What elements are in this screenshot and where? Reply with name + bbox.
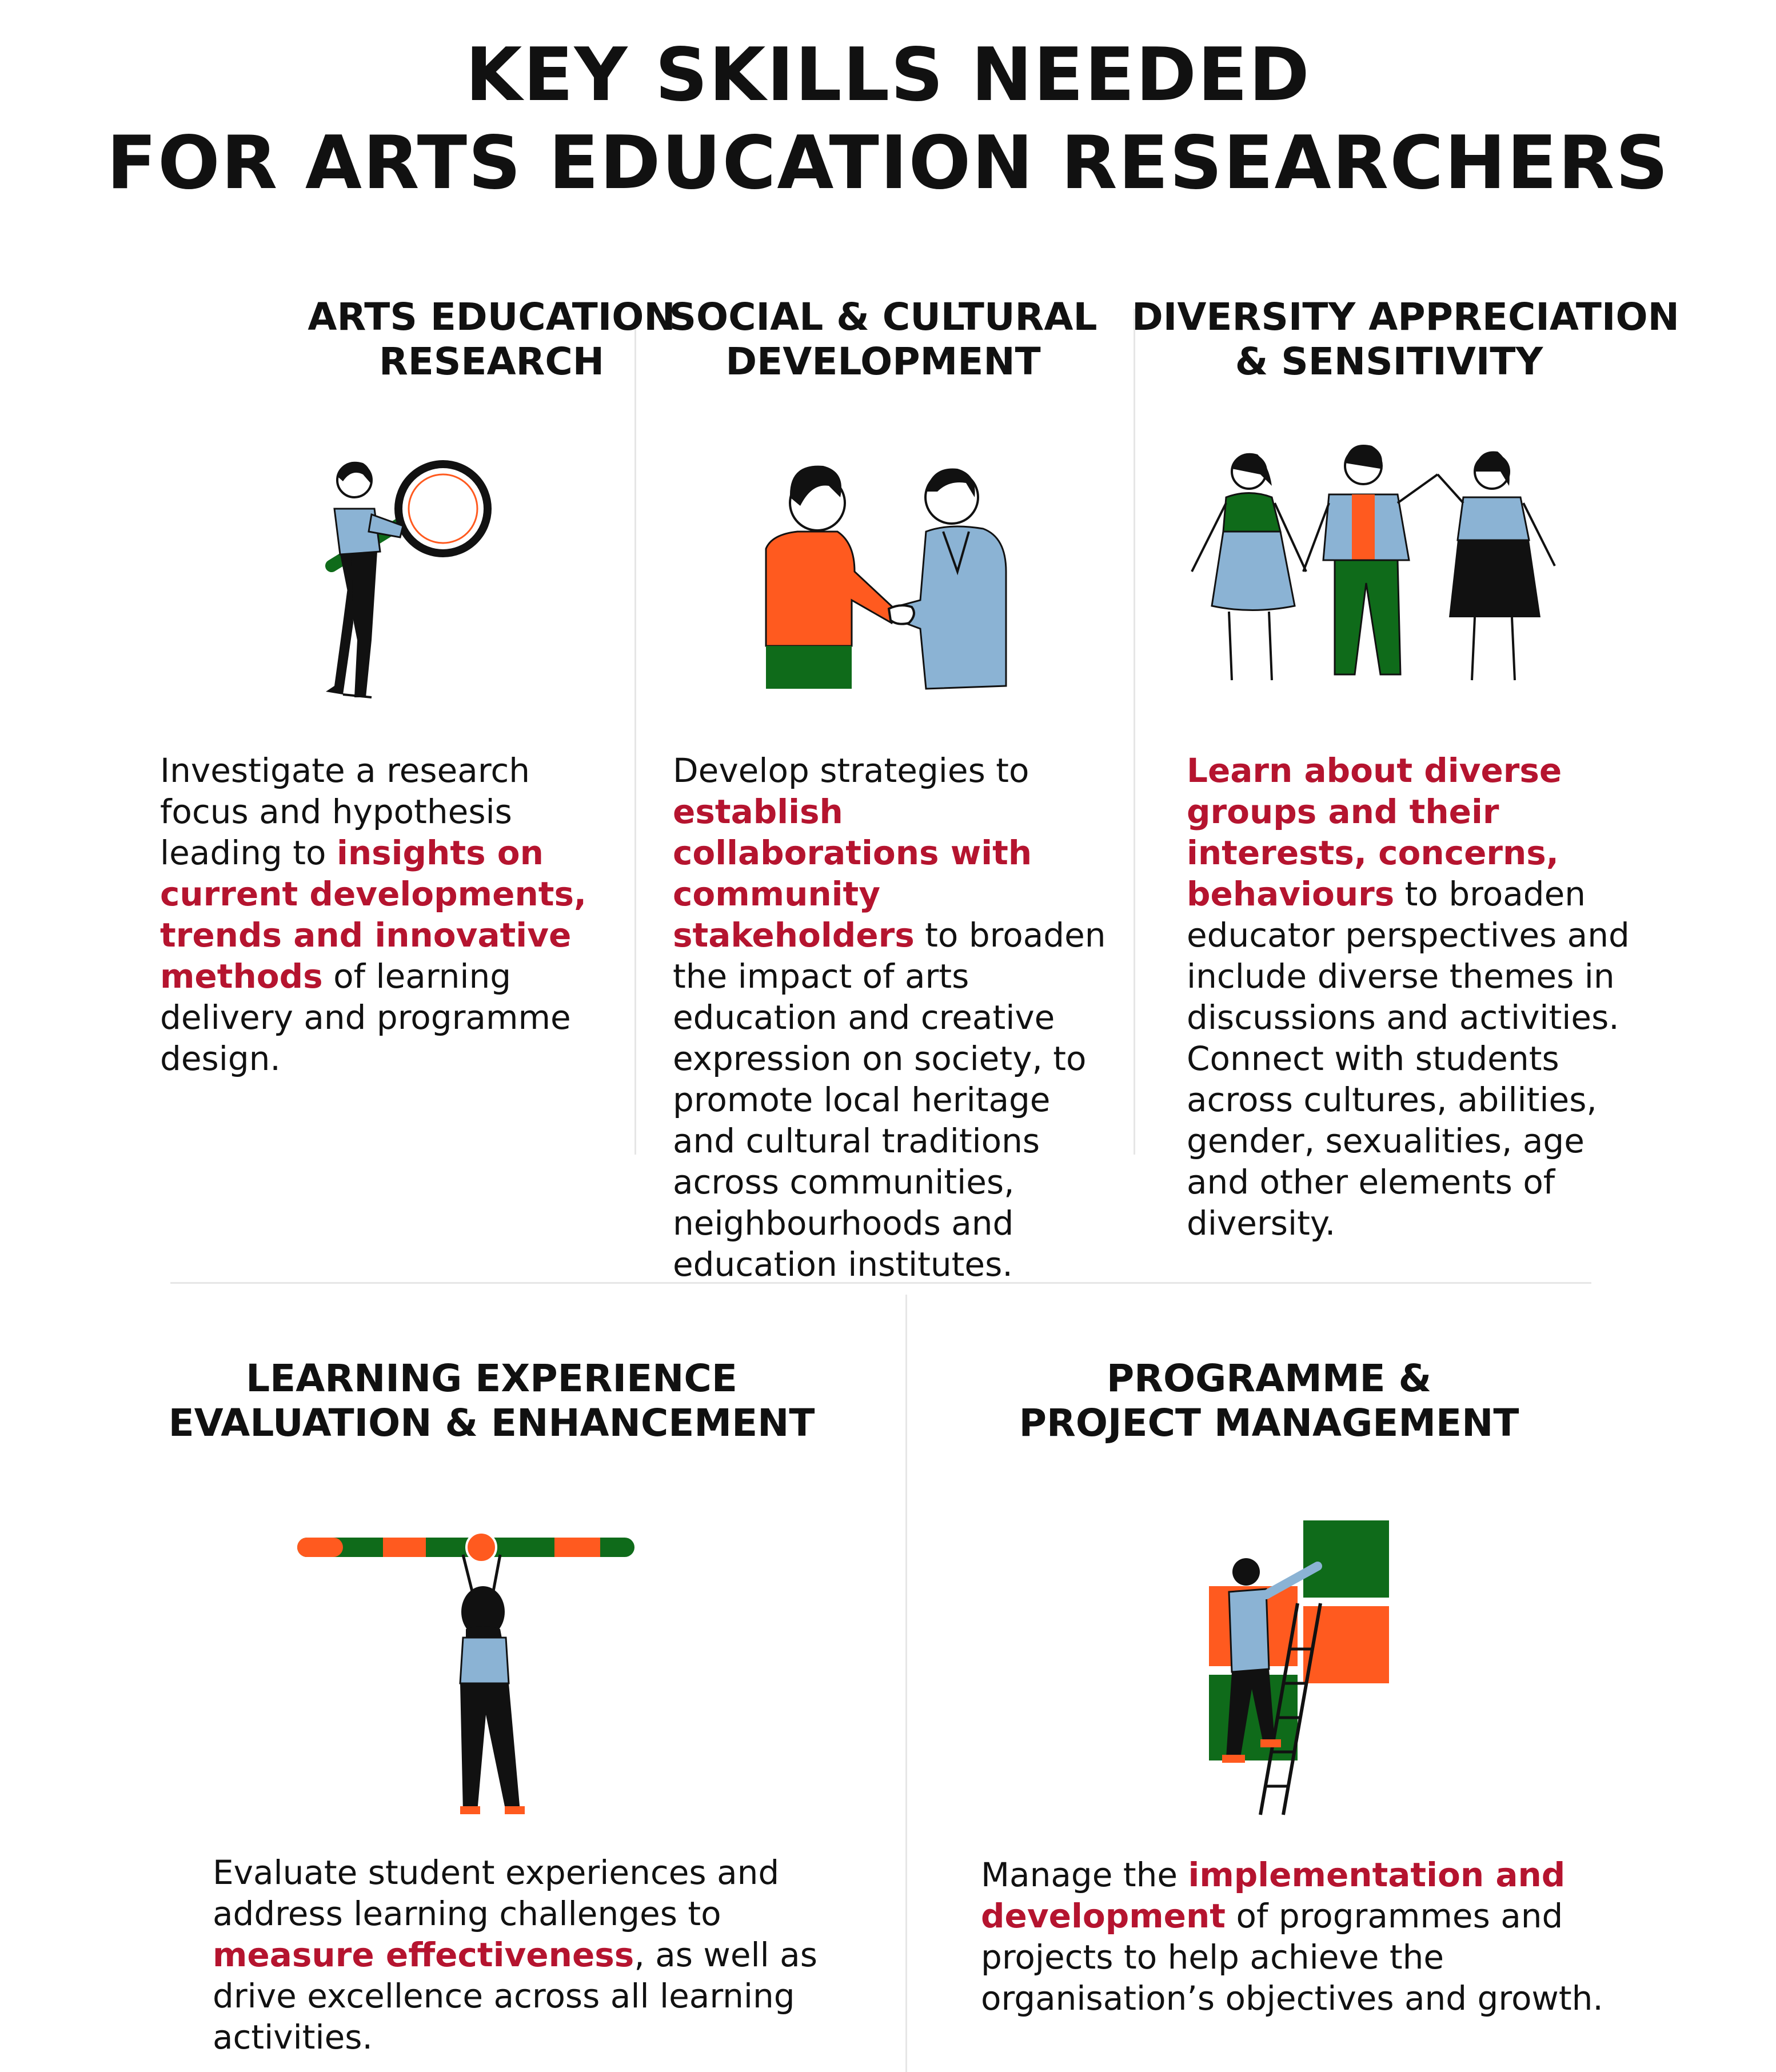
desc-highlight: implementation and development bbox=[981, 1855, 1566, 1935]
desc-highlight: establish collaborations with community stakeholders bbox=[673, 792, 1032, 955]
section-description bbox=[981, 1854, 1610, 2019]
handshake-icon bbox=[755, 457, 1017, 692]
desc-highlight: measure effectiveness bbox=[213, 1935, 634, 1974]
desc-text-end: of programmes and projects to help achieve the organisation’s objectives and growth. bbox=[981, 1897, 1603, 2018]
section-title bbox=[154, 1356, 829, 1446]
section-title-line-1: DIVERSITY APPRECIATION bbox=[1132, 295, 1679, 339]
bottom-column-divider bbox=[905, 1295, 907, 2072]
section-title-line-1: SOCIAL & CULTURAL bbox=[669, 295, 1097, 339]
section-title-line-1: PROGRAMME & bbox=[1106, 1356, 1432, 1400]
desc-text-end: to broaden the impact of arts education and creative expression on society, to promote local heritage and cultural traditions across communities, neighbourhoods and education institutes. bbox=[673, 916, 1106, 1284]
column-divider-2 bbox=[1134, 309, 1135, 1155]
desc-text-end: of learning delivery and programme design. bbox=[160, 957, 571, 1078]
desc-text: Develop strategies to bbox=[673, 751, 1029, 790]
section-title-line-2: EVALUATION & ENHANCEMENT bbox=[168, 1401, 815, 1445]
desc-highlight: insights on current developments, trends and innovative methods bbox=[160, 833, 587, 996]
page-title-line-1: KEY SKILLS NEEDED bbox=[465, 33, 1311, 118]
section-description bbox=[160, 750, 594, 1079]
diverse-group-icon bbox=[1183, 440, 1583, 697]
desc-text: Evaluate student experiences and address learning challenges to bbox=[213, 1853, 780, 1933]
section-title-line-1: LEARNING EXPERIENCE bbox=[246, 1356, 737, 1400]
column-divider-1 bbox=[634, 309, 636, 1155]
page-title bbox=[0, 31, 1776, 207]
section-title-line-2: PROJECT MANAGEMENT bbox=[1019, 1401, 1519, 1445]
section-description bbox=[1187, 750, 1644, 1244]
section-title-line-2: DEVELOPMENT bbox=[725, 340, 1041, 384]
measuring-bar-icon bbox=[294, 1532, 637, 1818]
section-description bbox=[673, 750, 1119, 1285]
section-title-line-1: ARTS EDUCATION bbox=[308, 295, 676, 339]
section-title bbox=[649, 295, 1118, 384]
desc-text-end: , as well as drive excellence across all learning activities. bbox=[213, 1935, 817, 2057]
page-title-line-2: FOR ARTS EDUCATION RESEARCHERS bbox=[106, 121, 1670, 206]
researcher-with-magnifying-glass-icon bbox=[309, 452, 497, 703]
ladder-blocks-icon bbox=[1206, 1518, 1395, 1821]
section-title bbox=[1132, 295, 1679, 384]
section-title-line-2: RESEARCH bbox=[378, 340, 605, 384]
section-title-line-2: & SENSITIVITY bbox=[1235, 340, 1543, 384]
desc-text: Manage the bbox=[981, 1855, 1188, 1894]
desc-highlight: Learn about diverse groups and their interests, concerns, behaviours bbox=[1187, 751, 1562, 913]
desc-text: Investigate a research focus and hypothesis leading to bbox=[160, 751, 530, 872]
section-description bbox=[213, 1852, 876, 2058]
desc-text-end: to broaden educator perspectives and include diverse themes in discussions and activities. Connect with students across cultures, abilities, gender, sexualities, age and other elements of diversity. bbox=[1187, 875, 1630, 1243]
section-title bbox=[966, 1356, 1572, 1446]
